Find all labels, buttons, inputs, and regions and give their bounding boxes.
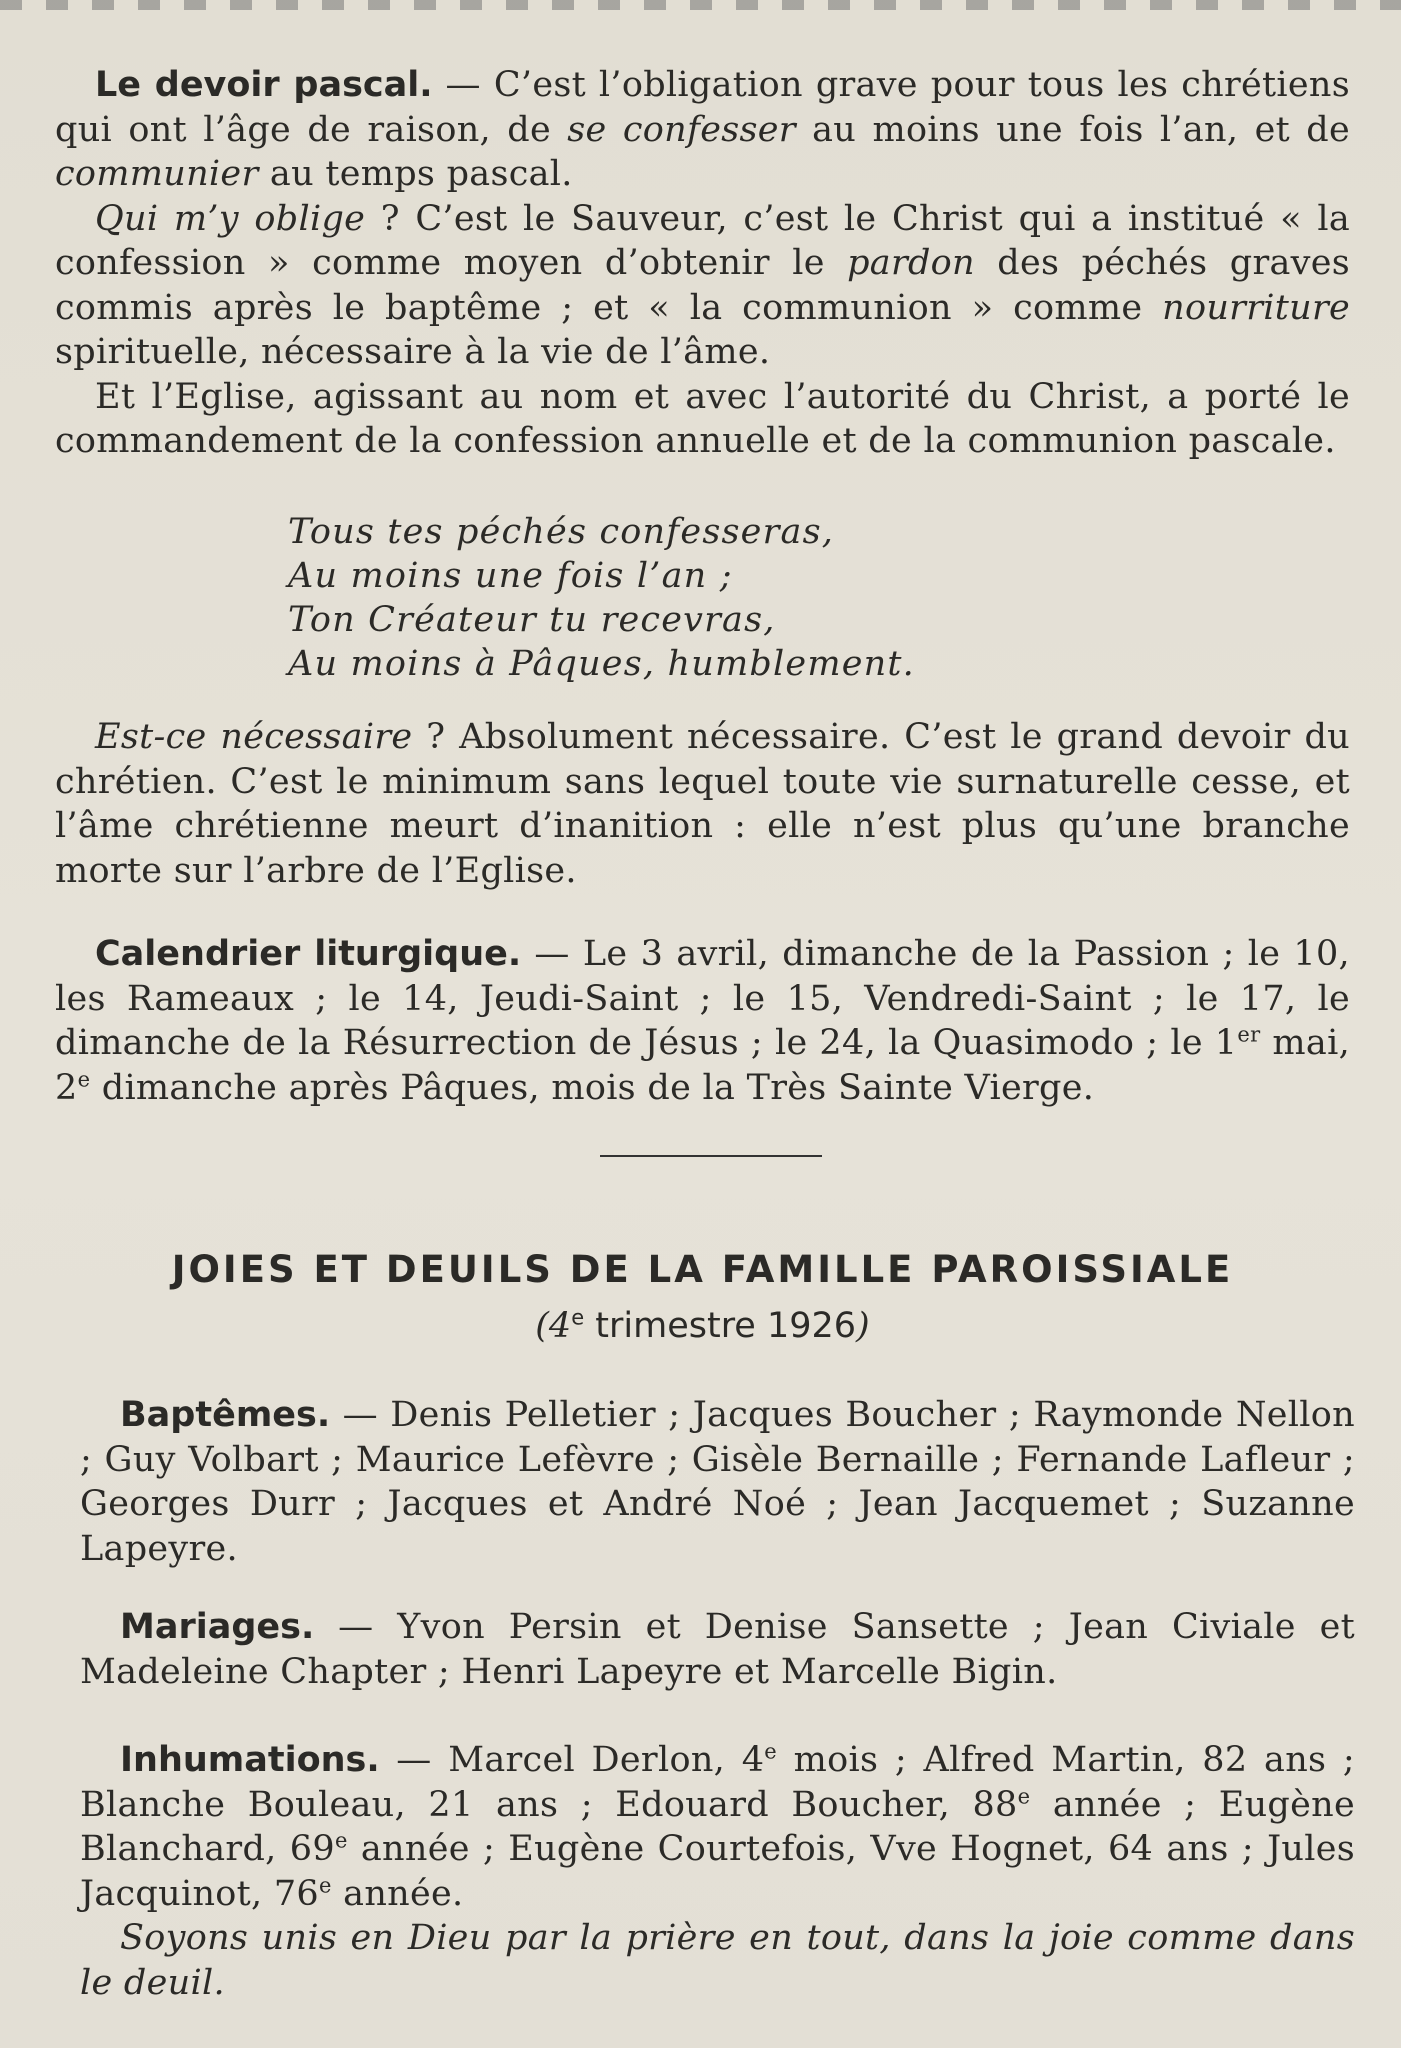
paragraph-text: — Yvon Persin et Denise Sansette ; Jean Civiale et Madeleine Chapter ; Henri Lapeyre et Marcelle Bigin. — [80, 1607, 1355, 1692]
necessity-section — [55, 715, 1350, 893]
emphasis-text: nourriture — [1162, 287, 1350, 328]
paragraph-text: ? C’est le Sauveur, c’est le Christ qui a institué « la confession » comme moyen d’obtenir le — [55, 198, 1351, 283]
mariages-heading: Mariages. — [120, 1607, 315, 1647]
superscript: e — [764, 1739, 778, 1764]
devoir-pascal-section — [55, 63, 1350, 464]
emphasis-text: pardon — [847, 243, 975, 283]
calendrier-heading: Calendrier liturgique. — [95, 934, 522, 974]
paragraph-text: année ; Eugène Blanchard, 69 — [80, 1784, 1355, 1869]
paragraph-text: — C’est l’obligation grave pour tous les chrétiens qui ont l’âge de raison, de — [55, 65, 1350, 150]
superscript: er — [1237, 1022, 1261, 1047]
mariages-paragraph — [80, 1605, 1355, 1694]
inhumations-section — [80, 1738, 1355, 2005]
closing-note: Soyons unis en Dieu par la prière en tout, dans la joie comme dans le deuil. — [80, 1918, 1355, 2003]
paragraph-text: des péchés graves commis après le baptême ; et « la communion » comme — [55, 243, 1350, 328]
inhumations-heading: Inhumations. — [120, 1740, 380, 1780]
paragraph-text: au temps pascal. — [258, 154, 573, 194]
paragraph-text: dimanche après Pâques, mois de la Très Sainte Vierge. — [90, 1067, 1095, 1108]
calendrier-section — [55, 932, 1350, 1110]
calendrier-paragraph — [55, 932, 1350, 1110]
paragraph-text: ? Absolument nécessaire. C’est le grand devoir du chrétien. C’est le minimum sans lequel toute vie surnaturelle cesse, et l’âme chrétienne meurt d’inanition : elle n’est plus qu’une branche morte sur l’arbre de l’Eglise. — [55, 717, 1350, 891]
section-divider — [600, 1155, 822, 1157]
superscript: e — [77, 1066, 91, 1091]
subtitle-part: trimestre — [584, 1306, 767, 1346]
mariages-section — [80, 1605, 1355, 1694]
superscript: e — [319, 1872, 332, 1897]
emphasis-text: Qui m’y oblige — [95, 198, 366, 239]
verse-stanza — [288, 510, 915, 686]
verse-line-4: Au moins à Pâques, humblement. — [288, 644, 915, 684]
baptemes-section — [80, 1393, 1355, 1571]
subtitle-part: (4 — [535, 1306, 572, 1346]
paragraph-text: — Denis Pelletier ; Jacques Boucher ; Raymonde Nellon ; Guy Volbart ; Maurice Lefèvre ; Gisèle Bernaille ; Fernande Lafleur ; Georges Durr ; Jacques et André Noé ; Jean Jacquemet ; Suzanne Lapeyre. — [80, 1395, 1355, 1569]
paragraph-text: — Le 3 avril, dimanche de la Passion ; le 10, les Rameaux ; le 14, Jeudi-Saint ; le 15, Vendredi-Saint ; le 17, le dimanche de la Résurrection de Jésus ; le 24, la Quasimodo ; le 1 — [55, 934, 1350, 1063]
necessity-paragraph — [55, 715, 1350, 893]
subtitle-part: ) — [856, 1306, 870, 1346]
subtitle-year: 1926 — [766, 1306, 857, 1346]
devoir-pascal-paragraph-3: Et l’Eglise, agissant au nom et avec l’autorité du Christ, a porté le commandement de la confession annuelle et de la communion pascale. — [55, 376, 1350, 461]
emphasis-text: communier — [55, 154, 259, 194]
top-border-ornament — [0, 0, 1401, 10]
verse-line-2: Au moins une fois l’an ; — [288, 556, 733, 596]
baptemes-heading: Baptêmes. — [120, 1395, 331, 1435]
paragraph-text: mai, 2 — [55, 1023, 1350, 1108]
paragraph-text: mois ; Alfred Martin, 82 ans ; Blanche Bouleau, 21 ans ; Edouard Boucher, 88 — [80, 1740, 1356, 1825]
superscript: e — [1017, 1783, 1031, 1808]
verse-line-3: Ton Créateur tu recevras, — [288, 600, 776, 640]
superscript: e — [571, 1305, 585, 1330]
superscript: e — [334, 1828, 348, 1853]
paragraph-text: spirituelle, nécessaire à la vie de l’âme. — [55, 332, 771, 372]
inhumations-paragraph — [80, 1738, 1355, 1916]
section-subtitle — [55, 1306, 1350, 1346]
devoir-pascal-paragraph-2 — [55, 197, 1350, 375]
section-title: JOIES ET DEUILS DE LA FAMILLE PAROISSIALE — [171, 1248, 1234, 1291]
emphasis-text: Est-ce nécessaire — [95, 717, 413, 757]
devoir-pascal-paragraph-1 — [55, 63, 1350, 197]
verse-line-1: Tous tes péchés confesseras, — [288, 512, 835, 552]
emphasis-text: se confesser — [567, 109, 796, 150]
paragraph-text: au moins une fois l’an, et de — [795, 109, 1350, 150]
paragraph-text: année ; Eugène Courtefois, Vve Hognet, 64 ans ; Jules Jacquinot, 76 — [80, 1829, 1356, 1914]
baptemes-paragraph — [80, 1393, 1355, 1571]
devoir-pascal-heading: Le devoir pascal. — [95, 65, 433, 105]
paragraph-text: année. — [331, 1873, 464, 1914]
paragraph-text: — Marcel Derlon, 4 — [379, 1740, 765, 1780]
